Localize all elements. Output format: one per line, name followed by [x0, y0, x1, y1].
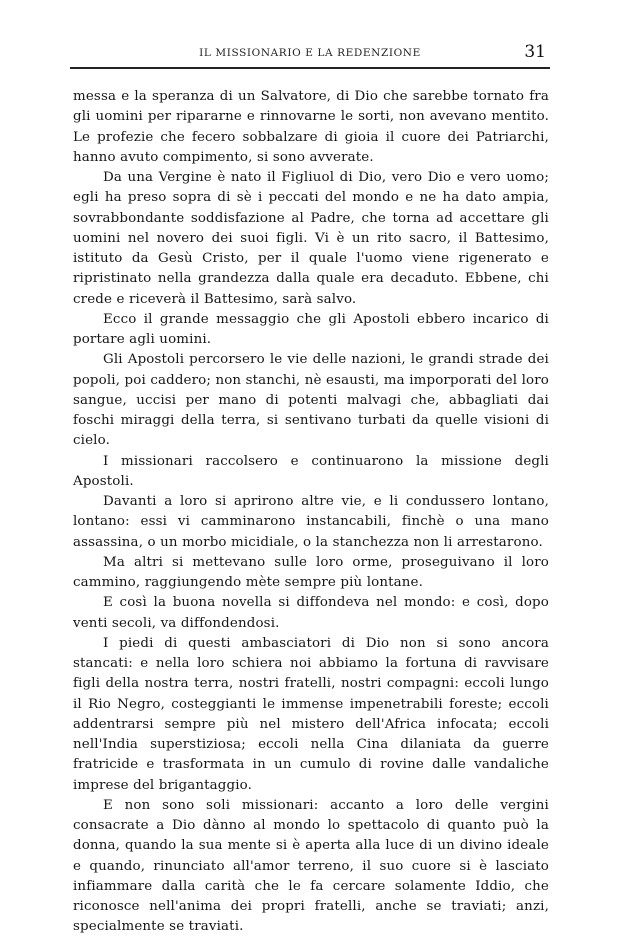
- header-rule: [70, 67, 550, 69]
- paragraph: E non sono soli missionari: accanto a loro delle vergini consacrate a Dio dànno al mondo lo spettacolo di quanto può la donna, quando la sua mente si è aperta alla luce di un divino ideale e quando, rinunciato all'amor terreno, il suo cuore si è lasciato infiammare dalla carità che le fa cercare solamente Iddio, che riconosce nell'anima dei propri fratelli, anche se traviati; anzi, specialmente se traviati.: [73, 797, 549, 935]
- paragraph: I piedi di questi ambasciatori di Dio non si sono ancora stancati: e nella loro schiera noi abbiamo la fortuna di ravvisare figli della nostra terra, nostri fratelli, nostri compagni: eccoli lungo il Rio Negro, costeggianti le immense impenetrabili foreste; eccoli addentrarsi sempre più nel mistero dell'Africa infocata; eccoli nell'India superstiziosa; eccoli nella Cina dilaniata da guerre fratricide e trasformata in un cumulo di rovine dalle vandaliche imprese del brigantaggio.: [73, 635, 549, 793]
- body-text: [73, 87, 549, 938]
- paragraph: Ma altri si mettevano sulle loro orme, proseguivano il loro cammino, raggiungendo mète sempre più lontane.: [73, 554, 549, 590]
- running-title: IL MISSIONARIO E LA REDENZIONE: [199, 47, 421, 59]
- paragraph: E così la buona novella si diffondeva nel mondo: e così, dopo venti secoli, va diffondendosi.: [73, 595, 549, 631]
- paragraph: Da una Vergine è nato il Figliuol di Dio, vero Dio e vero uomo; egli ha preso sopra di sè i peccati del mondo e ne ha dato ampia, sovrabbondante soddisfazione al Padre, che torna ad accettare gli uomini nel novero dei suoi figli. Vi è un rito sacro, il Battesimo, istituto da Gesù Cristo, per il quale l'uomo viene rigenerato e ripristinato nella grandezza dalla quale era decaduto. Ebbene, chi crede e riceverà il Battesimo, sarà salvo.: [73, 170, 549, 307]
- paragraph: Ecco il grande messaggio che gli Apostoli ebbero incarico di portare agli uomini.: [73, 311, 549, 347]
- paragraph: Davanti a loro si aprirono altre vie, e li condussero lontano, lontano: essi vi camminarono instancabili, finchè o una mano assassina, o un morbo micidiale, o la stanchezza non li arrestarono.: [73, 494, 549, 550]
- paragraph: I missionari raccolsero e continuarono la missione degli Apostoli.: [73, 453, 549, 489]
- paragraph: Gli Apostoli percorsero le vie delle nazioni, le grandi strade dei popoli, poi caddero; non stanchi, nè esausti, ma imporporati del loro sangue, uccisi per mano di potenti malvagi che, abbagliati dai foschi miraggi della terra, si sentivano turbati da quelle visioni di cielo.: [73, 352, 549, 449]
- paragraph: messa e la speranza di un Salvatore, di Dio che sarebbe tornato fra gli uomini per ripararne e rinnovarne le sorti, non avevano mentito. Le profezie che fecero sobbalzare di gioia il cuore dei Patriarchi, hanno avuto compimento, si sono avverate.: [73, 89, 549, 165]
- page-number: 31: [524, 42, 546, 62]
